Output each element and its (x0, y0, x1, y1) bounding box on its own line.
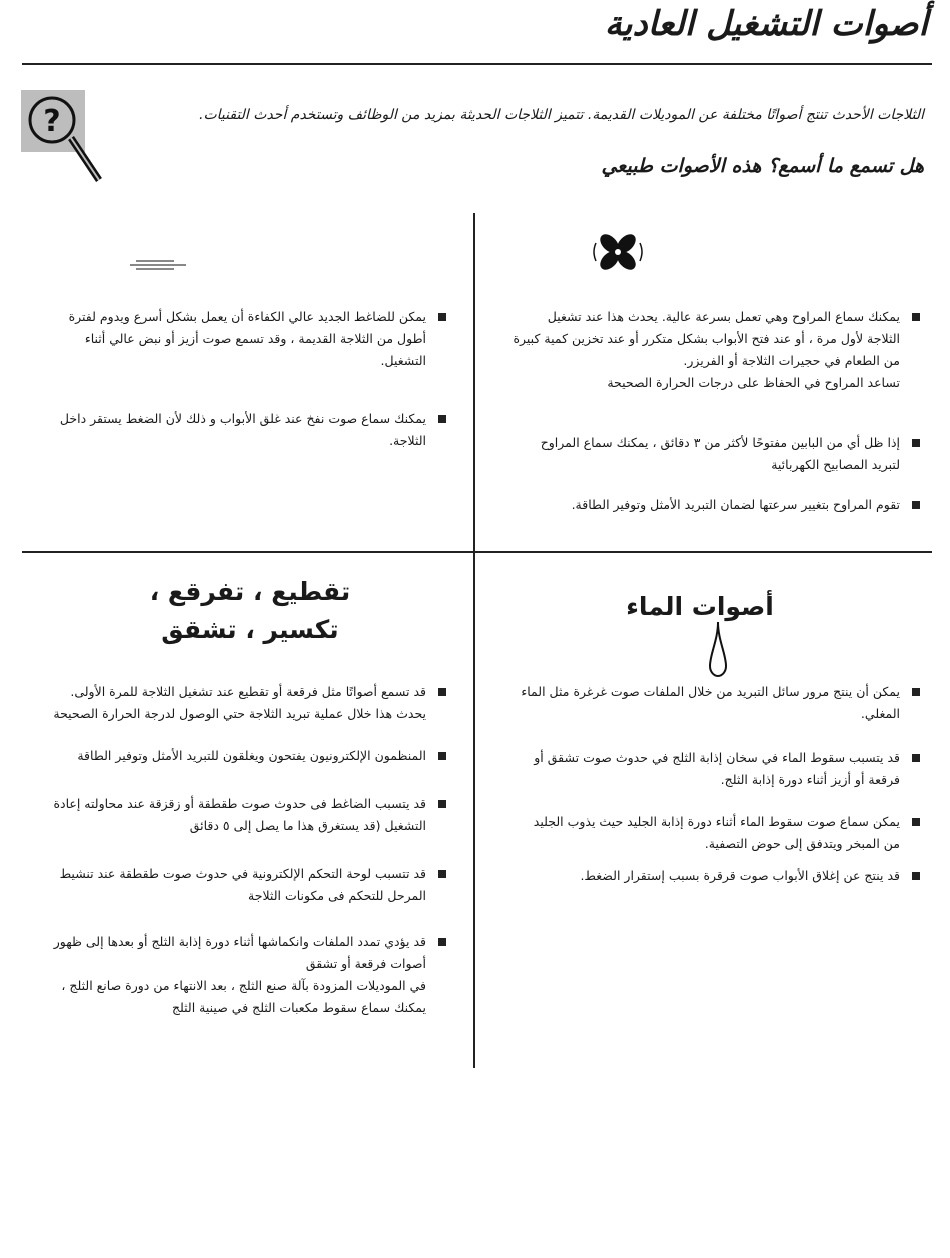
horizontal-divider (22, 551, 932, 553)
fan-icon (590, 225, 646, 283)
list-item (512, 494, 920, 516)
list-item (512, 432, 920, 476)
bullet-square (438, 870, 446, 878)
cracking-sounds-heading (130, 573, 370, 649)
bullet-text: يمكن سماع صوت سقوط الماء أثناء دورة إذابة الجليد حيث يذوب الجليد من المبخر ويتدفق إلى حوض التصفية. (533, 814, 900, 851)
water-sounds-section (518, 681, 920, 887)
bullet-square (912, 439, 920, 447)
title-divider (22, 63, 932, 65)
bullet-text: يمكن للضاغط الجديد عالي الكفاءة أن يعمل بشكل أسرع ويدوم لفترة أطول من الثلاجة القديمة ، وقد تسمع صوت أزيز أو نبض عالي أثناء التشغيل. (68, 309, 426, 368)
bullet-text: قد تتسبب لوحة التحكم الإلكترونية في حدوث صوت طقطقة عند تنشيط المرحل للتحكم فى مكونات الثلاجة (59, 866, 426, 903)
svg-text:?: ? (43, 104, 61, 139)
bullet-text: قد يتسبب سقوط الماء في سخان إذابة الثلج في حدوث صوت تشقق أو فرقعة أو أزيز أثناء دورة إذابة الثلج. (534, 750, 900, 787)
list-item (36, 306, 446, 372)
bullet-text: قد تسمع أصواتًا مثل فرقعة أو تقطيع عند تشغيل الثلاجة للمرة الأولى. (70, 684, 426, 699)
fans-section (512, 306, 920, 516)
list-item (518, 865, 920, 887)
bullet-square (912, 872, 920, 880)
bullet-text: يمكنك سماع صوت نفخ عند غلق الأبواب و ذلك لأن الضغط يستقر داخل الثلاجة. (59, 411, 426, 448)
bullet-note: تساعد المراوح في الحفاظ على درجات الحرارة الصحيحة (607, 375, 900, 390)
list-item (518, 811, 920, 855)
page-title: أصوات التشغيل العادية (604, 4, 928, 44)
horizontal-lines-icon (130, 258, 190, 277)
list-item (36, 745, 446, 767)
question-magnifier-icon (21, 90, 85, 152)
bullet-note: في الموديلات المزودة بآلة صنع الثلج ، بعد الانتهاء من دورة صانع الثلج ، يمكنك سماع سقوط مكعبات الثلج في صينية الثلج (61, 978, 426, 1015)
bullet-square (912, 818, 920, 826)
bullet-text: قد يتسبب الضاغط فى حدوث صوت طقطقة أو زقزقة عند محاولته إعادة التشغيل (قد يستغرق هذا ما يصل إلى ٥ دقائق (53, 796, 426, 833)
bullet-square (912, 754, 920, 762)
list-item (36, 931, 446, 1019)
bullet-text: يمكن أن ينتج مرور سائل التبريد من خلال الملفات صوت غرغرة مثل الماء المغلي. (521, 684, 900, 721)
list-item (36, 681, 446, 725)
bullet-text: يمكنك سماع المراوح وهي تعمل بسرعة عالية. يحدث هذا عند تشغيل الثلاجة لأول مرة ، أو عند فتح الأبواب بشكل متكرر أو عند تخزين كمية كبيرة من الطعام في حجيرات الثلاجة أو الفريزر. (513, 309, 900, 368)
cracking-sounds-section (36, 681, 446, 1019)
water-sounds-heading: أصوات الماء (626, 592, 774, 621)
bullet-square (438, 415, 446, 423)
list-item (518, 747, 920, 791)
bullet-text: قد ينتج عن إغلاق الأبواب صوت قرقرة بسبب إستقرار الضغط. (580, 868, 900, 883)
bullet-square (438, 313, 446, 321)
list-item (36, 863, 446, 907)
heading-line: تكسير ، تشقق (161, 615, 339, 644)
subheading: هل تسمع ما أسمع؟ هذه الأصوات طبيعي (601, 155, 924, 177)
list-item (512, 306, 920, 394)
bullet-square (438, 688, 446, 696)
heading-line: تقطيع ، تفرقع ، (149, 577, 351, 606)
bullet-square (438, 938, 446, 946)
water-drop-icon (708, 620, 728, 682)
vertical-divider-top (473, 213, 475, 551)
bullet-text: المنظمون الإلكترونيون يفتحون ويغلقون للتبريد الأمثل وتوفير الطاقة (77, 748, 426, 763)
bullet-square (438, 752, 446, 760)
intro-text: الثلاجات الأحدث تنتج أصواتًا مختلفة عن الموديلات القديمة. تتميز الثلاجات الحديثة بمزيد من الوظائف وتستخدم أحدث التقنيات. (199, 107, 924, 123)
bullet-square (912, 688, 920, 696)
bullet-square (438, 800, 446, 808)
bullet-note: يحدث هذا خلال عملية تبريد الثلاجة حتي الوصول لدرجة الحرارة الصحيحة (53, 706, 426, 721)
compressor-section (36, 306, 446, 452)
bullet-text: قد يؤدي تمدد الملفات وانكماشها أثناء دورة إذابة الثلج أو بعدها إلى ظهور أصوات فرقعة أو تشقق (53, 934, 426, 971)
bullet-square (912, 501, 920, 509)
list-item (518, 681, 920, 725)
bullet-text: تقوم المراوح بتغيير سرعتها لضمان التبريد الأمثل وتوفير الطاقة. (571, 497, 900, 512)
bullet-text: إذا ظل أي من البابين مفتوحًا لأكثر من ٣ دقائق ، يمكنك سماع المراوح لتبريد المصابيح الكهربائية (540, 435, 900, 472)
list-item (36, 793, 446, 837)
list-item (36, 408, 446, 452)
vertical-divider-bottom (473, 553, 475, 1068)
bullet-square (912, 313, 920, 321)
